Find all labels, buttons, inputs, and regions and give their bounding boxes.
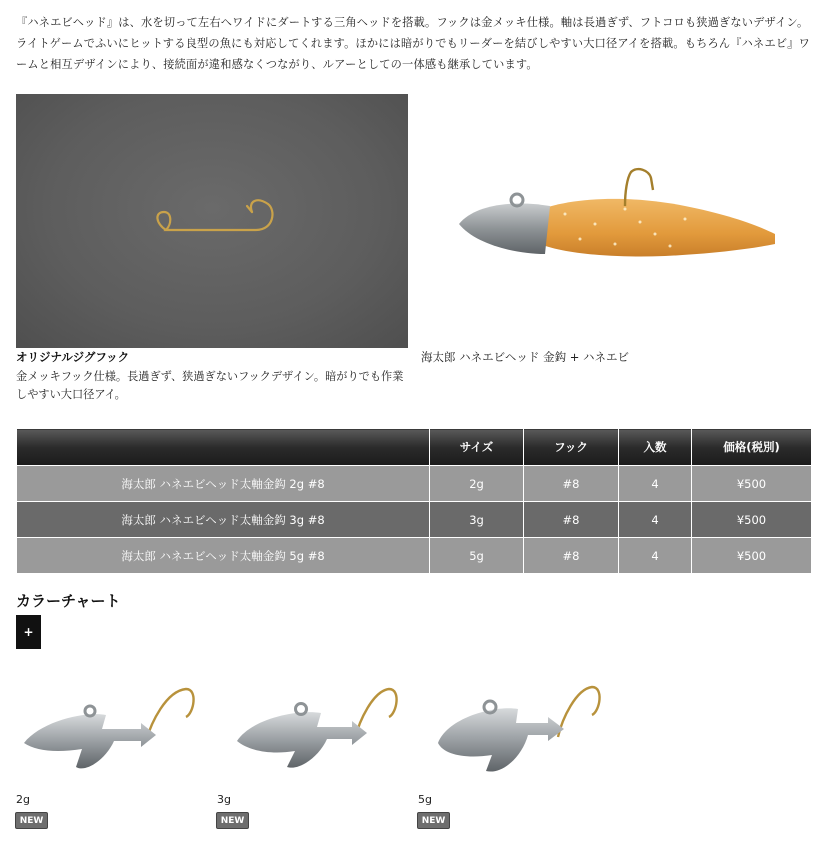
lure-caption: 海太郎 ハネエビヘッド 金鈎 + ハネエビ [421, 350, 630, 364]
quantity-cell: 4 [619, 466, 692, 502]
item-size-label: 5g [418, 793, 432, 806]
color-chart-expand-button[interactable]: + [16, 615, 41, 649]
jighead-2g-image [16, 683, 206, 783]
spec-header-name [17, 429, 430, 466]
color-chart-title: カラーチャート [16, 592, 121, 610]
spec-header-size: サイズ [430, 429, 524, 466]
product-name-cell: 海太郎 ハネエビヘッド太軸金鈎 5g #8 [17, 538, 430, 574]
product-description: 『ハネエビヘッド』は、水を切って左右へワイドにダートする三角ヘッドを搭載。フックは金メッキ仕様。軸は長過ぎず、フトコロも狭過ぎないデザイン。ライトゲームでふいにヒットする良型の魚にも対応してくれます。ほかには暗がりでもリーダーを結びしやすい大口径アイを搭載。もちろん『ハネエビ』ワームと相互デザインにより、接続面が違和感なくつながり、ルアーとしての一体感も継承しています。 [16, 16, 810, 71]
price-cell: ¥500 [692, 466, 812, 502]
jig-hook-caption-text: 金メッキフック仕様。長過ぎず、狭過ぎないフックデザイン。暗がりでも作業しやすい大口径アイ。 [16, 370, 404, 401]
price-cell: ¥500 [692, 502, 812, 538]
product-name-cell: 海太郎 ハネエビヘッド太軸金鈎 3g #8 [17, 502, 430, 538]
jig-hook-caption-title: オリジナルジグフック [16, 350, 130, 364]
gold-hook-image [16, 94, 408, 348]
size-cell: 3g [430, 502, 524, 538]
quantity-cell: 4 [619, 502, 692, 538]
table-row [17, 502, 812, 538]
hook-cell: #8 [524, 502, 619, 538]
size-cell: 2g [430, 466, 524, 502]
hook-cell: #8 [524, 466, 619, 502]
quantity-cell: 4 [619, 538, 692, 574]
spec-header-hook: フック [524, 429, 619, 466]
color-chart-item-2g[interactable] [16, 683, 206, 826]
spec-header-price: 価格(税別) [692, 429, 812, 466]
new-badge: NEW [418, 813, 449, 828]
new-badge: NEW [217, 813, 248, 828]
hook-cell: #8 [524, 538, 619, 574]
product-name-cell: 海太郎 ハネエビヘッド太軸金鈎 2g #8 [17, 466, 430, 502]
new-badge: NEW [16, 813, 47, 828]
spec-header-quantity: 入数 [619, 429, 692, 466]
table-row [17, 466, 812, 502]
jighead-3g-image [217, 683, 407, 783]
head-with-worm-photo [425, 94, 813, 348]
price-cell: ¥500 [692, 538, 812, 574]
jig-hook-photo [16, 94, 408, 348]
jighead-5g-image [418, 683, 608, 783]
item-size-label: 3g [217, 793, 231, 806]
spec-table [16, 428, 812, 574]
size-cell: 5g [430, 538, 524, 574]
item-size-label: 2g [16, 793, 30, 806]
spec-table-header [17, 429, 812, 466]
table-row [17, 538, 812, 574]
lure-image [425, 94, 813, 348]
color-chart-item-5g[interactable] [418, 683, 608, 826]
color-chart-item-3g[interactable] [217, 683, 407, 826]
